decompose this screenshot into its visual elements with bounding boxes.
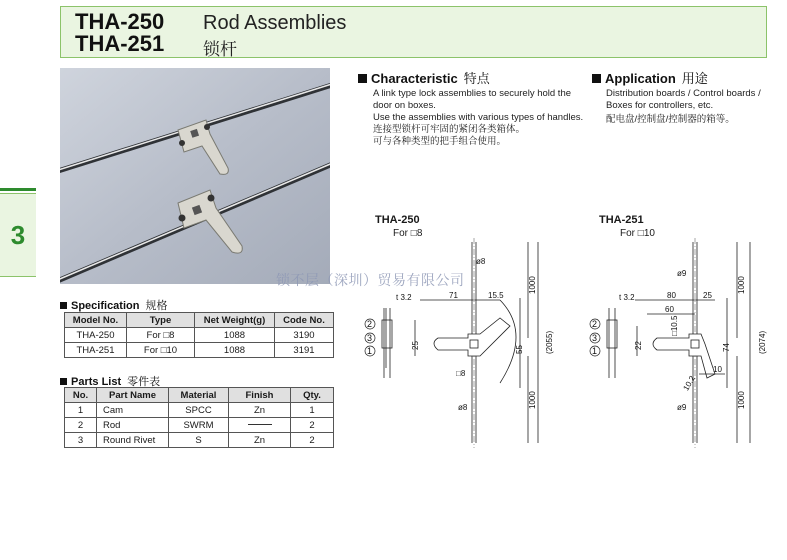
dimension-label: ø9 xyxy=(677,403,687,412)
application-title: Application xyxy=(605,71,676,86)
dimension-label: 10.2 xyxy=(681,374,697,393)
table-cell: THA-250 xyxy=(65,328,127,343)
drawing-250-title: THA-250 xyxy=(375,214,420,226)
table-cell: 1 xyxy=(65,403,97,418)
characteristic-heading xyxy=(358,68,490,87)
dimension-label: □8 xyxy=(456,369,466,378)
square-bullet-icon xyxy=(358,74,367,83)
table-cell: S xyxy=(169,433,229,448)
drawing-251-subtitle: For □10 xyxy=(620,228,655,239)
square-bullet-icon xyxy=(60,378,67,385)
table-cell: For □8 xyxy=(127,328,195,343)
table-cell: Zn xyxy=(229,403,291,418)
parts-list-title-cn: 零件表 xyxy=(127,376,161,388)
dimension-label: ø9 xyxy=(677,269,687,278)
dimension-label: 22 xyxy=(634,341,643,350)
dimension-label: ø8 xyxy=(458,403,468,412)
application-line: Distribution boards / Control boards / xyxy=(606,88,761,99)
column-header: Finish xyxy=(229,388,291,403)
dimension-label: 74 xyxy=(722,343,731,352)
dimension-label: t 3.2 xyxy=(396,293,412,302)
specification-title-cn: 规格 xyxy=(145,300,168,312)
callout-label: 1 xyxy=(592,346,598,356)
table-cell: 3191 xyxy=(275,343,334,358)
table-cell: Rod xyxy=(97,418,169,433)
callout-label: 3 xyxy=(367,333,373,343)
characteristic-text xyxy=(373,88,598,148)
model-number-1: THA-250 xyxy=(75,9,165,34)
callout-label: 3 xyxy=(592,333,598,343)
specification-heading xyxy=(60,297,167,313)
column-header: Model No. xyxy=(65,313,127,328)
table-cell: SWRM xyxy=(169,418,229,433)
dimension-label: t 3.2 xyxy=(619,293,635,302)
table-row xyxy=(65,418,334,433)
square-bullet-icon xyxy=(60,302,67,309)
dimension-label: 1000 xyxy=(737,276,746,294)
column-header: Part Name xyxy=(97,388,169,403)
dimension-label: (2074) xyxy=(758,330,767,354)
dimension-label: 60 xyxy=(665,305,674,314)
dimension-label: 1000 xyxy=(528,276,537,294)
application-heading xyxy=(592,68,708,87)
table-cell: For □10 xyxy=(127,343,195,358)
characteristic-line: door on boxes. xyxy=(373,100,436,111)
table-row xyxy=(65,433,334,448)
dimension-label: 25 xyxy=(703,291,712,300)
chapter-number: 3 xyxy=(10,219,26,250)
table-cell: 1088 xyxy=(195,343,275,358)
callout-label: 2 xyxy=(367,319,373,329)
column-header: Material xyxy=(169,388,229,403)
dimension-label: (2055) xyxy=(545,330,554,354)
no-finish-dash xyxy=(248,424,272,425)
dimension-label: 80 xyxy=(667,291,676,300)
column-header: Type xyxy=(127,313,195,328)
table-cell: 2 xyxy=(65,418,97,433)
characteristic-line: A link type lock assemblies to securely hold the xyxy=(373,88,572,99)
table-cell: 2 xyxy=(291,433,334,448)
model-number-2: THA-251 xyxy=(75,31,165,56)
table-row xyxy=(65,328,334,343)
application-text xyxy=(606,88,781,126)
table-cell xyxy=(229,418,291,433)
application-line: Boxes for controllers, etc. xyxy=(606,100,714,111)
table-cell: SPCC xyxy=(169,403,229,418)
drawing-250-subtitle: For □8 xyxy=(393,228,423,239)
table-cell: 2 xyxy=(291,418,334,433)
callout-label: 2 xyxy=(592,319,598,329)
product-photo xyxy=(60,68,330,284)
title-chinese: 锁杆 xyxy=(203,40,237,59)
table-cell: Zn xyxy=(229,433,291,448)
table-cell: 3 xyxy=(65,433,97,448)
application-title-cn: 用途 xyxy=(681,71,708,86)
watermark-text: 锁不层（深圳）贸易有限公司 xyxy=(276,272,465,288)
title-english: Rod Assemblies xyxy=(203,12,347,34)
parts-list-title: Parts List xyxy=(71,376,122,388)
drawing-251-title: THA-251 xyxy=(599,214,644,226)
characteristic-title: Characteristic xyxy=(371,71,458,86)
specification-title: Specification xyxy=(71,300,140,312)
dimension-label: 71 xyxy=(449,291,458,300)
square-bullet-icon xyxy=(592,74,601,83)
table-cell: Cam xyxy=(97,403,169,418)
characteristic-line: 连接型锁杆可牢固的紧闭各类箱体。 xyxy=(373,124,526,135)
header-banner xyxy=(60,6,767,58)
column-header: Code No. xyxy=(275,313,334,328)
dimension-label: 25 xyxy=(411,341,420,350)
column-header: Qty. xyxy=(291,388,334,403)
callout-label: 1 xyxy=(367,346,373,356)
characteristic-line: 可与各种类型的把手组合使用。 xyxy=(373,136,507,147)
table-cell: Round Rivet xyxy=(97,433,169,448)
table-cell: 3190 xyxy=(275,328,334,343)
chapter-tab xyxy=(0,193,36,277)
dimension-label: 15.5 xyxy=(488,291,504,300)
specification-table xyxy=(64,312,334,358)
characteristic-line: Use the assemblies with various types of handles. xyxy=(373,112,584,123)
table-cell: THA-251 xyxy=(65,343,127,358)
dimension-label: 1000 xyxy=(737,391,746,409)
dimension-label: ø8 xyxy=(476,257,486,266)
table-row xyxy=(65,403,334,418)
column-header: Net Weight(g) xyxy=(195,313,275,328)
chapter-divider xyxy=(0,188,36,191)
drawing-251 xyxy=(585,238,780,448)
dimension-label: 1000 xyxy=(528,391,537,409)
column-header: No. xyxy=(65,388,97,403)
table-row xyxy=(65,343,334,358)
dimension-label: 10 xyxy=(713,365,722,374)
characteristic-title-cn: 特点 xyxy=(463,71,490,86)
parts-list-table xyxy=(64,387,334,448)
dimension-label: 55 xyxy=(515,345,524,354)
table-header-row xyxy=(65,313,334,328)
table-cell: 1 xyxy=(291,403,334,418)
table-header-row xyxy=(65,388,334,403)
application-line: 配电盘/控制盘/控制器的箱等。 xyxy=(606,114,735,125)
table-cell: 1088 xyxy=(195,328,275,343)
dimension-label: □10.5 xyxy=(670,315,679,336)
